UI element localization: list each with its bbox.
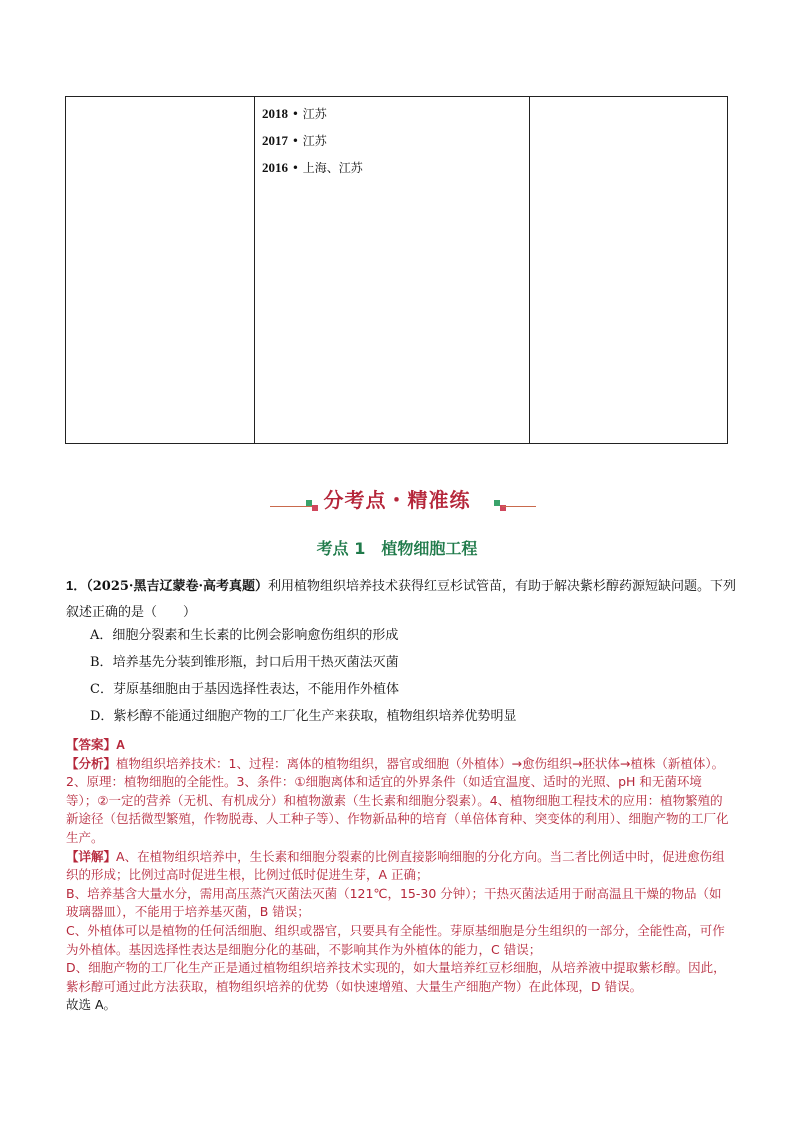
detail-a-text: A、在植物组织培养中，生长素和细胞分裂素的比例直接影响细胞的分化方向。当二者比例适中时，促进愈伤组织的形成；比例过高时促进生根，比例过低时促进生芽，A 正确； — [66, 848, 725, 883]
analysis-text: 植物组织培养技术：1、过程：离体的植物组织，器官或细胞（外植体）→愈伤组织→胚状体→植株（新植体）。2、原理：植物细胞的全能性。3、条件：①细胞离体和适宜的外界条件（如适宜温度、适时的光照、pH 和无菌环境等）；②一定的营养（无机、有机成分）和植物激素（生长素和细胞分裂素）。4、植物细胞工程技术的应用：植物繁殖的新途径（包括微型繁殖，作物脱毒、人工种子等）、作物新品种的培育（单倍体育种、突变体的利用）、细胞产物的工厂化生产。 — [66, 755, 729, 845]
question-text: 利用植物组织培养技术获得红豆杉试管苗，有助于解决紫杉醇药源短缺问题。下列叙述正确的是（ ） — [66, 579, 736, 620]
table-column-2 — [255, 97, 530, 443]
detail-c-paragraph: C、外植体可以是植物的任何活细胞、组织或器官，只要具有全能性。芽原基细胞是分生组织的一部分，全能性高，可作为外植体。基因选择性表达是细胞分化的基础，不影响其作为外植体的能力，C 错误； — [66, 922, 725, 957]
analysis-tag: 【分析】 — [66, 755, 117, 771]
answer-tag: 【答案】 — [66, 737, 117, 752]
option-label: D． — [90, 709, 114, 724]
section-header — [0, 482, 794, 518]
detail-tag: 【详解】 — [66, 848, 117, 864]
table-column-3 — [530, 97, 727, 443]
detail-paragraph — [66, 848, 730, 885]
option-text: 芽原基细胞由于基因选择性表达，不能用作外植体 — [112, 682, 399, 697]
option-b — [90, 653, 399, 673]
region-label: 江苏 — [302, 107, 327, 121]
answer-line — [66, 736, 730, 755]
exam-table — [65, 96, 728, 444]
detail-d-paragraph: D、细胞产物的工厂化生产正是通过植物组织培养技术实现的，如大量培养红豆杉细胞，从培养液中提取紫杉醇。因此，紫杉醇可通过此方法获取，植物组织培养的优势（如快速增殖、大量生产细胞产物）在此体现，D 错误。 — [66, 960, 726, 994]
option-a — [90, 626, 398, 646]
region-label: 上海、江苏 — [302, 161, 363, 175]
final-answer: 故选 A。 — [66, 997, 117, 1013]
question-source: （2025·黑吉辽蒙卷·高考真题） — [86, 579, 268, 594]
option-text: 紫杉醇不能通过细胞产物的工厂化生产来获取，植物组织培养优势明显 — [113, 709, 517, 724]
region-label: 江苏 — [302, 134, 327, 148]
option-label: C． — [90, 682, 113, 697]
bullet-separator: • — [291, 134, 299, 148]
question-number: 1． — [66, 578, 87, 593]
year-label: 2016 — [262, 160, 288, 175]
year-label: 2017 — [262, 133, 288, 148]
option-label: B． — [90, 655, 113, 670]
option-text: 培养基先分装到锥形瓶，封口后用干热灭菌法灭菌 — [112, 655, 399, 670]
option-c — [90, 680, 399, 700]
year-label: 2018 — [262, 106, 288, 121]
option-text: 细胞分裂素和生长素的比例会影响愈伤组织的形成 — [112, 628, 399, 643]
bullet-separator: • — [291, 107, 299, 121]
option-d — [90, 707, 516, 727]
question-stem — [66, 573, 736, 626]
analysis-paragraph — [66, 755, 730, 848]
year-entry — [262, 154, 529, 181]
year-entry — [262, 100, 529, 127]
topic-subtitle: 考点 1 植物细胞工程 — [316, 539, 478, 558]
detail-b-paragraph: B、培养基含大量水分，需用高压蒸汽灭菌法灭菌（121℃，15-30 分钟）；干热灭菌法适用于耐高温且干燥的物品（如玻璃器皿），不能用于培养基灭菌，B 错误； — [66, 885, 722, 920]
section-title: 分考点・精准练 — [323, 488, 471, 512]
table-column-1 — [66, 97, 255, 443]
answer-block — [66, 736, 730, 1015]
answer-value: A — [116, 738, 126, 752]
decorative-line-right — [502, 506, 536, 507]
bullet-separator: • — [291, 161, 299, 175]
year-entry — [262, 127, 529, 154]
option-label: A． — [90, 628, 113, 643]
